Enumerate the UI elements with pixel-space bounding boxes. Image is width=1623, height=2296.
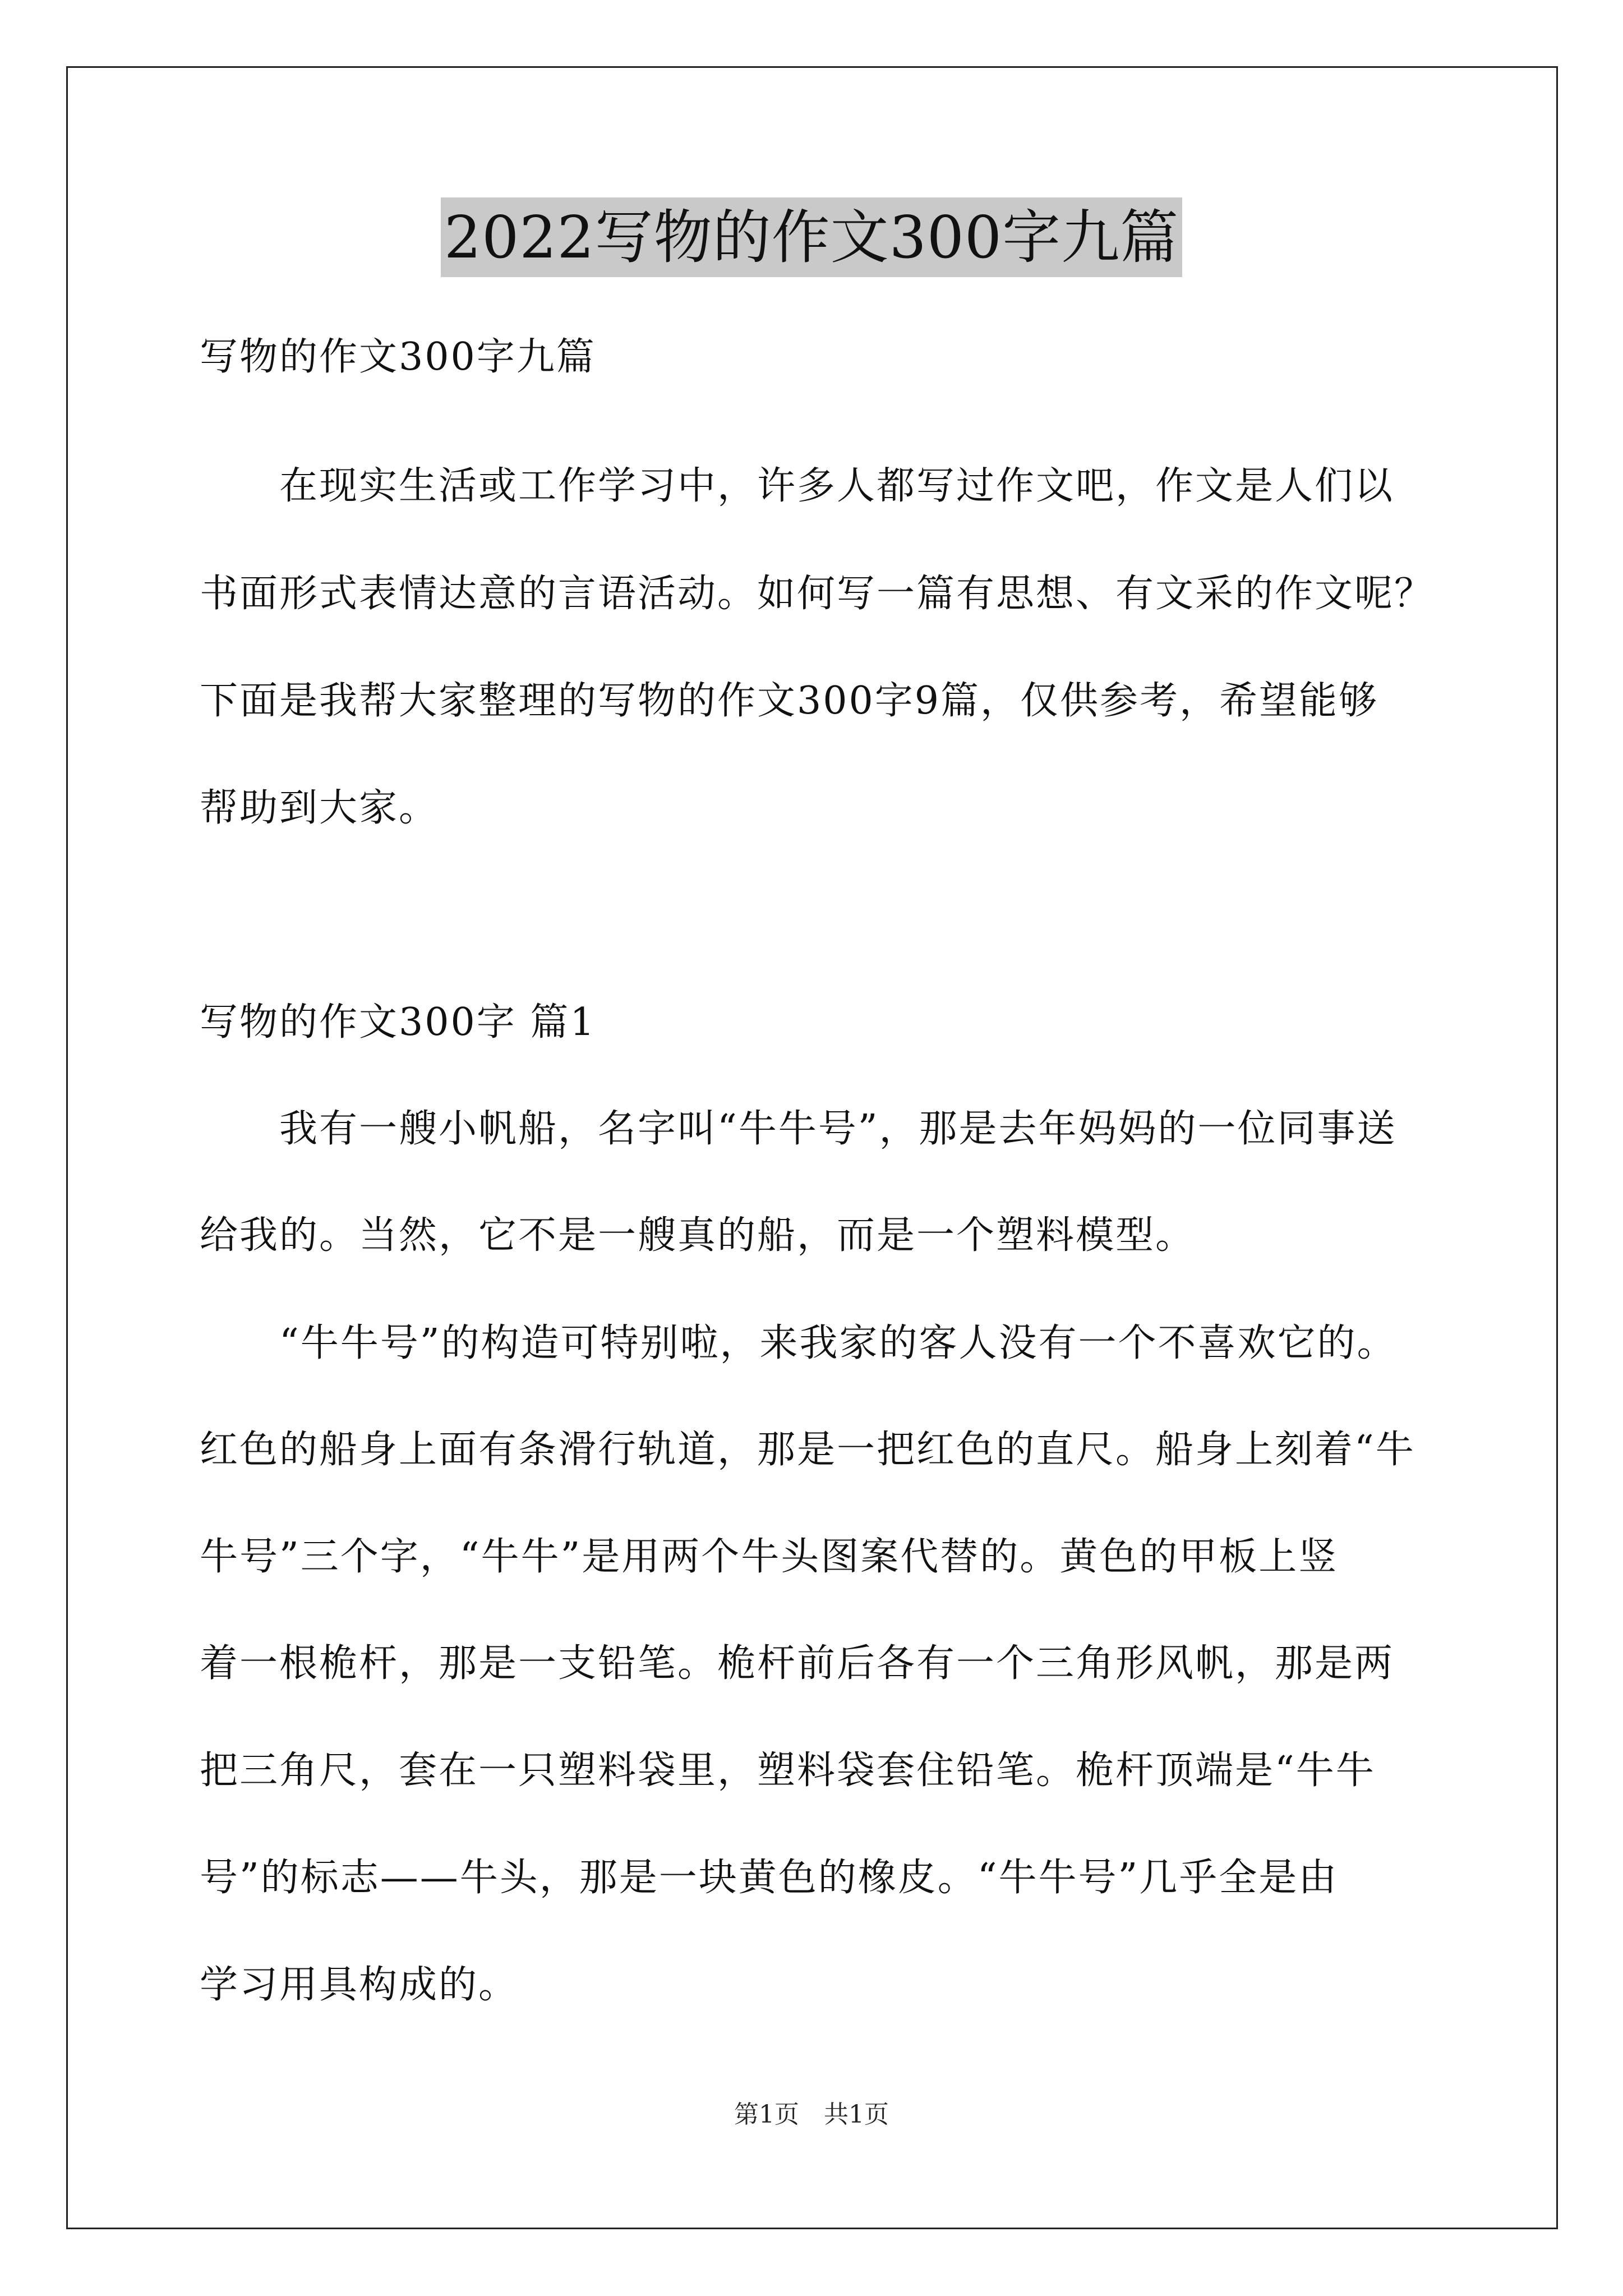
body-line: 红色的船身上面有条滑行轨道，那是一把红色的直尺。船身上刻着“牛	[200, 1428, 1415, 1472]
body-line: 号”的标志——牛头，那是一块黄色的橡皮。“牛牛号”几乎全是由	[200, 1856, 1339, 1900]
title-container	[0, 197, 1623, 277]
subtitle-line: 写物的作文300字九篇	[200, 335, 596, 379]
body-line: 下面是我帮大家整理的写物的作文300字9篇，仅供参考，希望能够	[200, 679, 1379, 723]
document-title: 2022写物的作文300字九篇	[441, 197, 1182, 277]
body-line: 在现实生活或工作学习中，许多人都写过作文吧，作文是人们以	[200, 464, 1395, 508]
page-footer: 第1页 共1页	[734, 2100, 889, 2129]
body-line: 把三角尺，套在一只塑料袋里，塑料袋套住铅笔。桅杆顶端是“牛牛	[200, 1749, 1376, 1793]
body-line: 着一根桅杆，那是一支铅笔。桅杆前后各有一个三角形风帆，那是两	[200, 1641, 1395, 1686]
body-line: 学习用具构成的。	[200, 1963, 519, 2007]
section-heading: 写物的作文300字 篇1	[200, 1000, 596, 1045]
body-line: 帮助到大家。	[200, 786, 439, 830]
body-line: “牛牛号”的构造可特别啦，来我家的客人没有一个不喜欢它的。	[200, 1321, 1397, 1365]
body-line: 给我的。当然，它不是一艘真的船，而是一个塑料模型。	[200, 1213, 1196, 1258]
body-line: 书面形式表情达意的言语活动。如何写一篇有思想、有文采的作文呢？	[200, 572, 1435, 616]
body-line: 牛号”三个字，“牛牛”是用两个牛头图案代替的。黄色的甲板上竖	[200, 1535, 1339, 1579]
body-line: 我有一艘小帆船，名字叫“牛牛号”，那是去年妈妈的一位同事送	[200, 1107, 1397, 1151]
